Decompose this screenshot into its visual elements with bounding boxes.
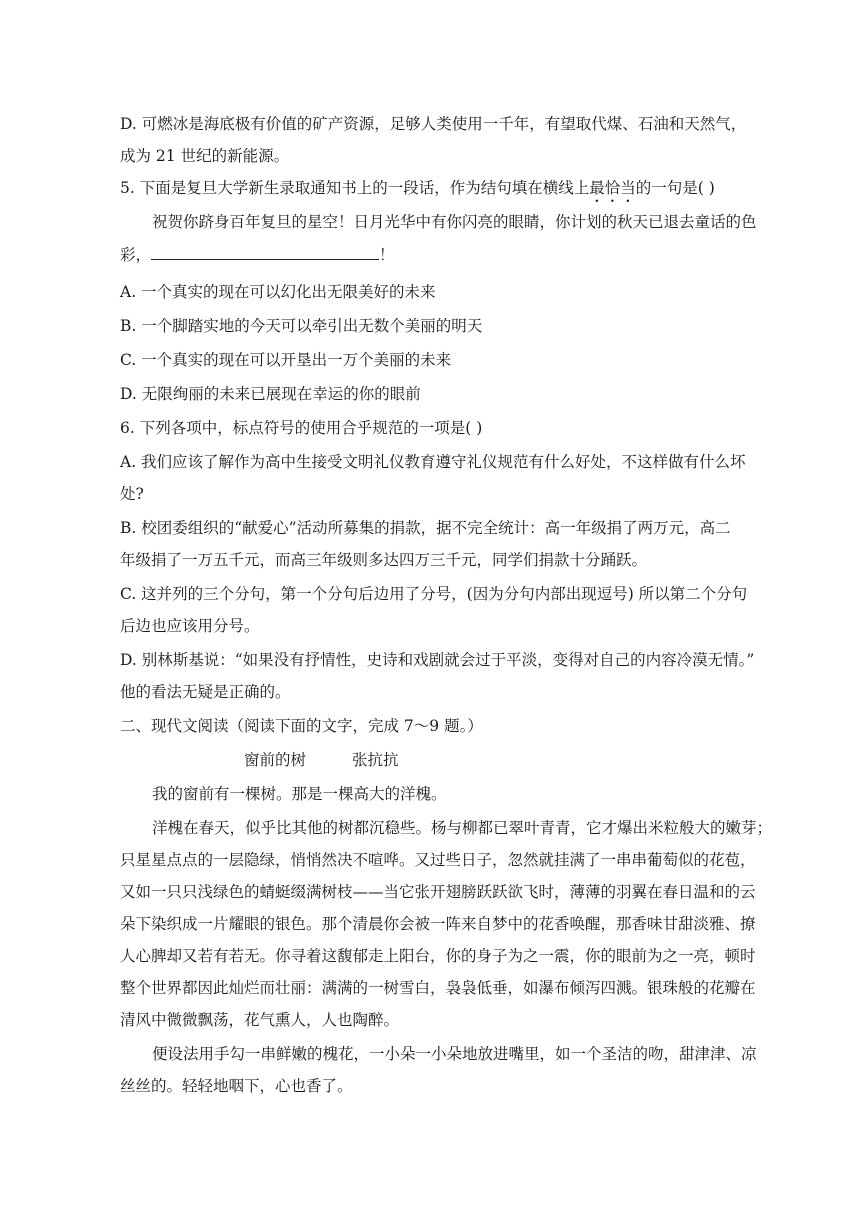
q6-option-c-line1: C. 这并列的三个分句，第一个分句后边用了分号，(因为分句内部出现逗号) 所以第二个分句 <box>120 585 748 603</box>
q5-passage-line2-before: 彩， <box>120 246 152 264</box>
article-line: 洋槐在春天，似乎比其他的树都沉稳些。杨与柳都已翠叶青青，它才爆出米粒般大的嫩芽； <box>152 819 773 837</box>
answer-blank <box>151 244 379 260</box>
article-line: 清风中微微飘荡，花气熏人，人也陶醉。 <box>120 1011 400 1029</box>
q4-option-d-line1: D. 可燃冰是海底极有价值的矿产资源，足够人类使用一千年，有望取代煤、石油和天然气， <box>120 115 747 133</box>
q5-option-a: A. 一个真实的现在可以幻化出无限美好的未来 <box>120 283 436 301</box>
q6-option-d-line2: 他的看法无疑是正确的。 <box>120 683 291 701</box>
section-heading: 二、现代文阅读（阅读下面的文字，完成 7～9 题。） <box>120 717 483 735</box>
q5-stem <box>0 178 860 206</box>
q5-passage-line2 <box>0 244 860 265</box>
q5-passage-line1: 祝贺你跻身百年复旦的星空！日月光华中有你闪亮的眼睛，你计划的秋天已退去童话的色 <box>152 213 757 231</box>
q5-passage-line2-after: ！ <box>379 246 395 264</box>
q6-option-a-line1: A. 我们应该了解作为高中生接受文明礼仪教育遵守礼仪规范有什么好处，不这样做有什么坏 <box>120 453 746 471</box>
q6-option-b-line1: B. 校团委组织的“献爱心”活动所募集的捐款，据不完全统计：高一年级捐了两万元，高二 <box>120 519 731 537</box>
article-line: 又如一只只浅绿色的蜻蜓缀满树枝——当它张开翅膀跃跃欲飞时，薄薄的羽翼在春日温和的云 <box>120 883 756 901</box>
article-line: 只星星点点的一层隐绿，悄悄然决不喧哗。又过些日子，忽然就挂满了一串串葡萄似的花苞， <box>120 851 756 869</box>
q6-option-d-line1: D. 别林斯基说：“如果没有抒情性，史诗和戏剧就会过于平淡，变得对自己的内容冷漠无情。” <box>120 651 755 669</box>
article-line: 丝丝的。轻轻地咽下，心也香了。 <box>120 1077 353 1095</box>
article-title: 窗前的树 <box>244 751 307 769</box>
q6-option-c-line2: 后边也应该用分号。 <box>120 617 260 635</box>
q5-option-c: C. 一个真实的现在可以开垦出一万个美丽的未来 <box>120 351 452 369</box>
q6-stem: 6. 下列各项中，标点符号的使用合乎规范的一项是( ) <box>120 419 483 437</box>
q5-option-b: B. 一个脚踏实地的今天可以牵引出无数个美丽的明天 <box>120 317 483 335</box>
article-paragraph-1: 我的窗前有一棵树。那是一棵高大的洋槐。 <box>152 785 447 803</box>
q6-option-b-line2: 年级捐了一万五千元，而高三年级则多达四万三千元，同学们捐款十分踊跃。 <box>120 551 648 569</box>
q5-stem-emphasis: 最恰当 <box>589 179 636 197</box>
q4-option-d-line2: 成为 21 世纪的新能源。 <box>120 147 290 165</box>
q5-option-d: D. 无限绚丽的未来已展现在幸运的你的眼前 <box>120 385 421 403</box>
article-line: 人心脾却又若有若无。你寻着这馥郁走上阳台，你的身子为之一震，你的眼前为之一亮，顿时 <box>120 947 756 965</box>
article-line: 整个世界都因此灿烂而壮丽：满满的一树雪白，袅袅低垂，如瀑布倾泻四溅。银珠般的花瓣在 <box>120 979 756 997</box>
q5-stem-after: 的一句是( ) <box>635 179 715 197</box>
q5-stem-before: 5. 下面是复旦大学新生录取通知书上的一段话，作为结句填在横线上 <box>120 179 590 197</box>
article-line: 朵下染织成一片耀眼的银色。那个清晨你会被一阵来自梦中的花香唤醒，那香味甘甜淡雅、撩 <box>120 915 756 933</box>
article-line: 便设法用手勾一串鲜嫩的槐花，一小朵一小朵地放进嘴里，如一个圣洁的吻，甜津津、凉 <box>152 1045 757 1063</box>
q6-option-a-line2: 处? <box>120 485 144 503</box>
article-author: 张抗抗 <box>352 751 399 769</box>
